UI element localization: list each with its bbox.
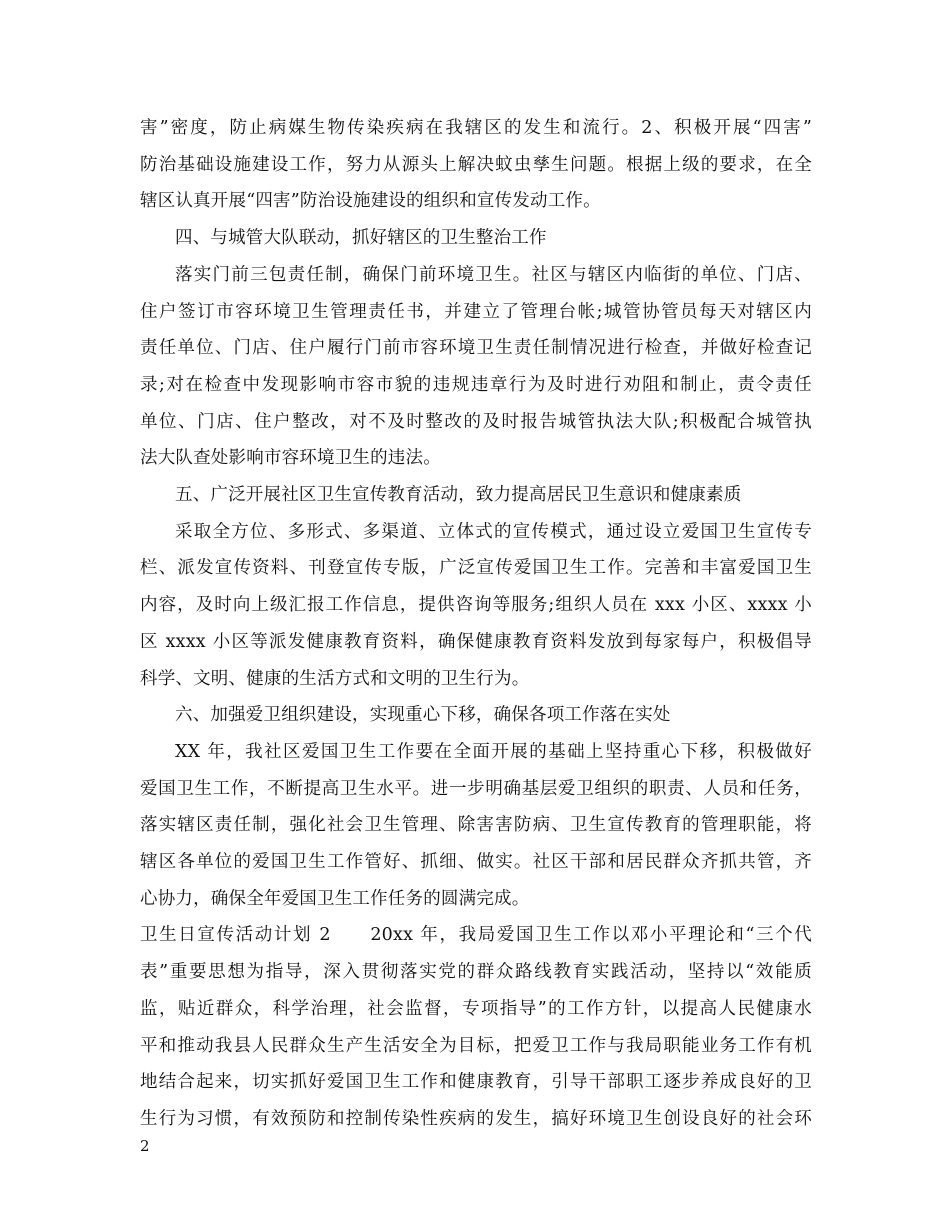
text-line: 卫生日宣传活动计划 2 20xx 年，我局爱国卫生工作以邓小平理论和“三个代: [140, 925, 812, 946]
text-line: 落实辖区责任制，强化社会卫生管理、除害害防病、卫生宣传教育的管理职能，将: [140, 815, 812, 836]
text-line: 五、广泛开展社区卫生宣传教育活动，致力提高居民卫生意识和健康素质: [175, 485, 742, 505]
text-line: 科学、文明、健康的生活方式和文明的卫生行为。: [140, 668, 530, 689]
text-line: 四、与城管大队联动，抓好辖区的卫生整治工作: [175, 228, 547, 249]
text-line: 辖区各单位的爱国卫生工作管好、抓细、做实。社区干部和居民群众齐抓共管，齐: [140, 852, 812, 872]
text-line: 住户签订市容环境卫生管理责任书，并建立了管理台帐;城管协管员每天对辖区内: [140, 301, 812, 322]
text-line: 区 xxxx 小区等派发健康教育资料，确保健康教育资料发放到每家每户，积极倡导: [140, 631, 812, 652]
text-line: 单位、门店、住户整改，对不及时整改的及时报告城管执法大队;积极配合城管执: [140, 411, 812, 432]
text-line: 表”重要思想为指导，深入贯彻落实党的群众路线教育实践活动，坚持以“效能质: [140, 962, 812, 983]
text-line: 防治基础设施建设工作，努力从源头上解决蚊虫孳生问题。根据上级的要求，在全: [140, 154, 812, 175]
text-line: 平和推动我县人民群众生产生活安全为目标，把爱卫工作与我局职能业务工作有机: [140, 1035, 812, 1056]
text-line: 生行为习惯，有效预防和控制传染性疾病的发生，搞好环境卫生创设良好的社会环: [140, 1108, 812, 1129]
text-line: 栏、派发宣传资料、刊登宣传专版，广泛宣传爱国卫生工作。完善和丰富爱国卫生: [140, 558, 812, 579]
text-line: 辖区认真开展“四害”防治设施建设的组织和宣传发动工作。: [140, 191, 601, 212]
text-line: 心协力，确保全年爱国卫生工作任务的圆满完成。: [140, 888, 530, 909]
text-line: 录;对在检查中发现影响市容市貌的违规违章行为及时进行劝阻和制止，责令责任: [140, 374, 812, 395]
text-line: 爱国卫生工作，不断提高卫生水平。进一步明确基层爱卫组织的职责、人员和任务，: [140, 778, 812, 799]
text-line: XX 年，我社区爱国卫生工作要在全面开展的基础上坚持重心下移，积极做好: [175, 741, 812, 762]
page-number: 2: [140, 1137, 150, 1155]
text-line: 落实门前三包责任制，确保门前环境卫生。社区与辖区内临街的单位、门店、: [175, 264, 812, 285]
text-line: 责任单位、门店、住户履行门前市容环境卫生责任制情况进行检查，并做好检查记: [140, 338, 812, 359]
text-line: 害”密度，防止病媒生物传染疾病在我辖区的发生和流行。2、积极开展“四害”: [140, 118, 812, 138]
text-line: 六、加强爱卫组织建设，实现重心下移，确保各项工作落在实处: [175, 705, 671, 726]
text-line: 内容，及时向上级汇报工作信息，提供咨询等服务;组织人员在 xxx 小区、xxxx 小: [140, 595, 812, 616]
text-line: 法大队查处影响市容环境卫生的违法。: [140, 448, 441, 469]
text-line: 地结合起来，切实抓好爱国卫生工作和健康教育，引导干部职工逐步养成良好的卫: [140, 1072, 812, 1093]
text-line: 监，贴近群众，科学治理，社会监督，专项指导”的工作方针，以提高人民健康水: [140, 998, 812, 1019]
text-line: 采取全方位、多形式、多渠道、立体式的宣传模式，通过设立爱国卫生宣传专: [175, 521, 812, 542]
